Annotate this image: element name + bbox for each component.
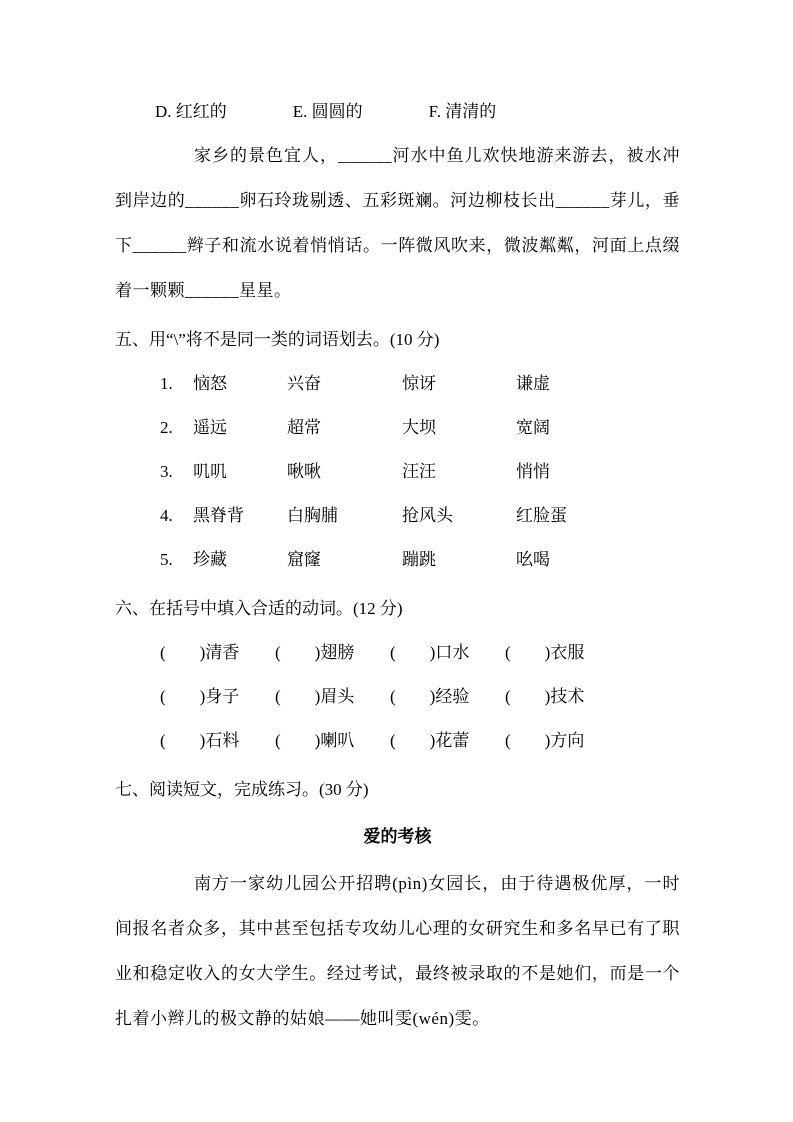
verb-blank-item: ( )花蕾 [390,731,470,750]
row-number: 4. [160,506,173,525]
word-row-5 [160,538,680,582]
word-item: 兴奋 [287,374,321,393]
word-row-1 [160,362,680,406]
word-item: 吆喝 [516,550,550,569]
verb-blank-item: ( )技术 [505,687,585,706]
word-item: 超常 [287,418,321,437]
verb-blank-item: ( )石料 [160,731,240,750]
word-item: 啾啾 [287,462,321,481]
verb-blank-item: ( )翅膀 [275,643,355,662]
word-item: 红脸蛋 [516,506,567,525]
option-d: D. 红红的 [155,102,227,121]
word-row-2 [160,406,680,450]
reading-passage-title: 爱的考核 [363,827,432,846]
row-number: 2. [160,418,173,437]
word-item: 汪汪 [402,462,436,481]
verb-blank-item: ( )眉头 [275,687,355,706]
word-item: 白胸脯 [287,506,338,525]
word-row-3 [160,450,680,494]
word-item: 大坝 [402,418,436,437]
word-item: 宽阔 [516,418,550,437]
row-number: 1. [160,374,173,393]
word-item: 谦虚 [516,374,550,393]
word-item: 抢风头 [402,506,453,525]
section-6-title: 六、在括号中填入合适的动词。(12 分) [115,599,403,618]
verb-blank-item: ( )经验 [390,687,470,706]
word-item: 珍藏 [193,550,227,569]
row-number: 3. [160,462,173,481]
word-item: 惊讶 [402,374,436,393]
word-item: 蹦跳 [402,550,436,569]
verb-blank-item: ( )方向 [505,731,585,750]
word-item: 黑脊背 [193,506,244,525]
verb-row-3 [160,719,680,763]
option-e: E. 圆圆的 [292,102,363,121]
verb-blank-item: ( )口水 [390,643,470,662]
verb-blank-item: ( )衣服 [505,643,585,662]
fill-blank-paragraph: 家乡的景色宜人，______河水中鱼儿欢快地游来游去，被水冲到岸边的______卵石玲珑剔透、五彩斑斓。河边柳枝长出______芽儿，垂下______辫子和流水说着悄悄话。一阵微风吹来，微波粼粼，河面上点缀着一颗颗______星星。 [115,146,680,300]
word-item: 恼怒 [193,374,227,393]
verb-blank-item: ( )身子 [160,687,240,706]
row-number: 5. [160,550,173,569]
verb-row-1 [160,631,680,675]
option-choices-row [115,100,680,124]
section-7-title: 七、阅读短文，完成练习。(30 分) [115,780,369,799]
section-6-rows [160,631,680,763]
word-item: 遥远 [193,418,227,437]
option-f: F. 清清的 [428,102,497,121]
word-row-4 [160,494,680,538]
reading-passage-paragraph: 南方一家幼儿园公开招聘(pìn)女园长，由于待遇极优厚，一时间报名者众多，其中甚至包括专攻幼儿心理的女研究生和多名早已有了职业和稳定收入的女大学生。经过考试，最终被录取的不是她们，而是一个扎着小辫儿的极文静的姑娘——她叫雯(wén)雯。 [115,874,680,1028]
word-item: 悄悄 [516,462,550,481]
section-5-title: 五、用“\”将不是同一类的词语划去。(10 分) [115,330,440,349]
section-5-rows [160,362,680,582]
word-item: 叽叽 [193,462,227,481]
verb-blank-item: ( )喇叭 [275,731,355,750]
verb-blank-item: ( )清香 [160,643,240,662]
word-item: 窟窿 [287,550,321,569]
verb-row-2 [160,675,680,719]
